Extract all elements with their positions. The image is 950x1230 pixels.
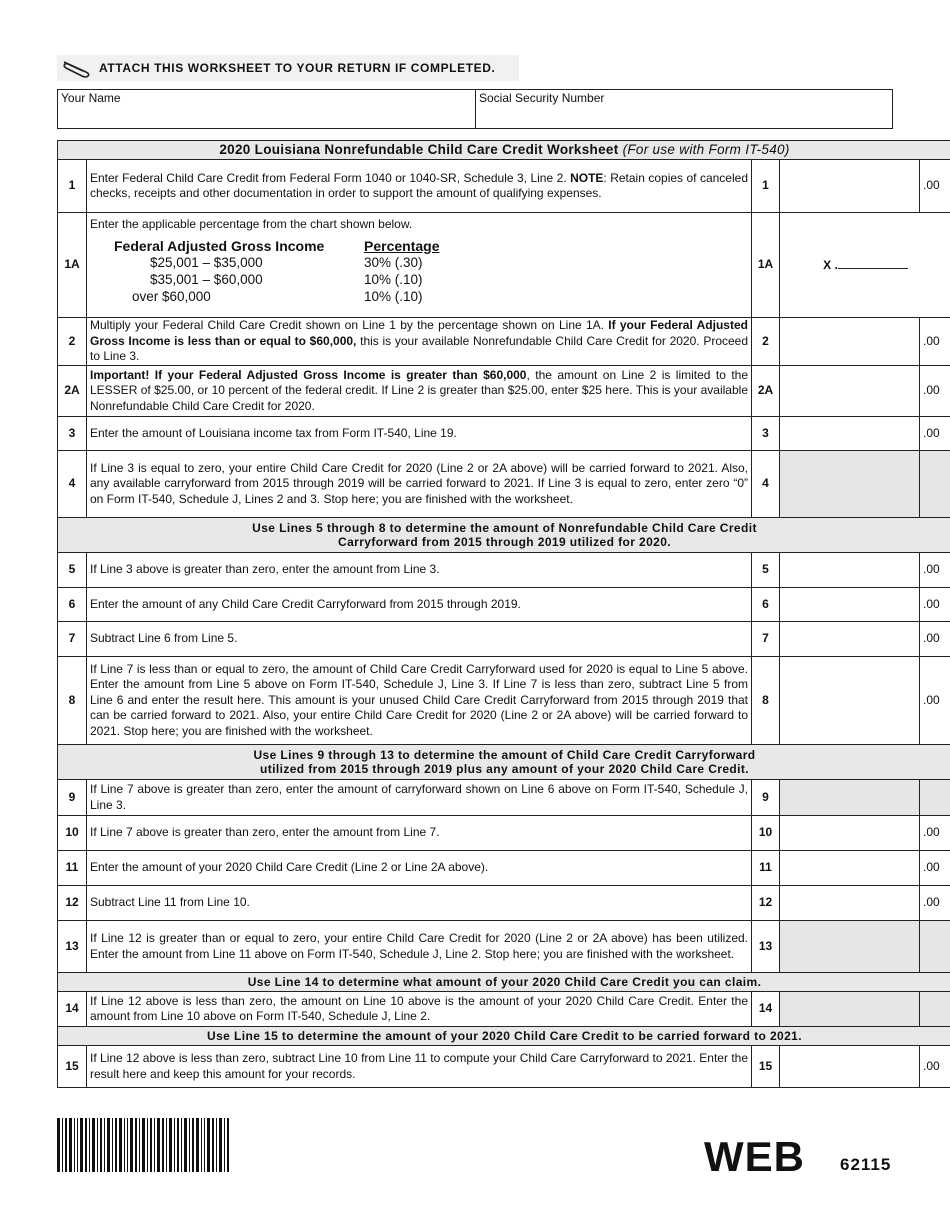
line-7-row [58, 622, 950, 657]
line-code: 5 [752, 553, 780, 588]
line-number: 9 [58, 780, 87, 816]
line-4-text: If Line 3 is equal to zero, your entire Child Care Credit for 2020 (Line 2 or 2A above) will be carried forward to 2021. Also, any available carryforward from 2015 through 2019 will be carried forward to 2021. If Line 3 is equal to zero, enter zero “0” on Form IT-540, Schedule J, Lines 2 and 3. Stop here; you are finished with the worksheet. [87, 451, 752, 518]
worksheet-title-sub: (For use with Form IT-540) [622, 142, 790, 158]
cents: .00 [920, 622, 950, 657]
line-number: 10 [58, 816, 87, 851]
line-10-text: If Line 7 above is greater than zero, enter the amount from Line 7. [87, 816, 752, 851]
line-number: 3 [58, 417, 87, 451]
line-3-text: Enter the amount of Louisiana income tax from Form IT-540, Line 19. [87, 417, 752, 451]
line-code: 8 [752, 657, 780, 745]
percentage-chart [114, 239, 748, 306]
barcode-icon [57, 1118, 229, 1172]
line-15-text: If Line 12 above is less than zero, subtract Line 10 from Line 11 to compute your Child Care Carryforward to 2021. Enter the result here and keep this amount for your records. [87, 1046, 752, 1088]
cents: .00 [920, 886, 950, 921]
line-code: 13 [752, 921, 780, 973]
chart-row: over $60,000 10% (.10) [132, 289, 423, 304]
cents: .00 [920, 851, 950, 886]
line-code: 15 [752, 1046, 780, 1088]
worksheet-title-main: 2020 Louisiana Nonrefundable Child Care Credit Worksheet [219, 142, 619, 158]
line-1a-percentage-input[interactable]: X . [780, 213, 950, 318]
line-11-row [58, 851, 950, 886]
line-2-text: Multiply your Federal Child Care Credit shown on Line 1 by the percentage shown on Line 1A. If your Federal Adjusted Gross Income is less than or equal to $60,000, this is your available Nonrefundable Child Care Credit for 2020. Proceed to Line 3. [87, 318, 752, 366]
your-name-field[interactable] [58, 90, 476, 128]
section-header-14: Use Line 14 to determine what amount of your 2020 Child Care Credit you can claim. [58, 973, 950, 992]
cents: .00 [920, 657, 950, 745]
line-number: 2A [58, 366, 87, 417]
line-1a-text: Enter the applicable percentage from the chart shown below. Federal Adjusted Gross Income Percentage $25,001 – $35,000 30% (.30) $35,001 – $60,000 10% (.10) over $60,000 10% (.10) [87, 213, 752, 318]
line-8-text: If Line 7 is less than or equal to zero, the amount of Child Care Credit Carryforward used for 2020 is equal to Line 5 above. Enter the amount from Line 5 above on Form IT-540, Schedule J, Line 3. If Line 7 is less than zero, subtract Line 5 from Line 6 and enter the result here. This amount is your unused Child Care Credit Carryforward from 2015 through 2019 that can be carried forward to 2021. Also, your entire Child Care Credit for 2020 (Line 2 or 2A above) will be carried forward to 2021. Stop here; you are finished with the worksheet. [87, 657, 752, 745]
line-7-amount[interactable] [780, 622, 920, 657]
line-1a-row [58, 213, 950, 318]
line-14-row [58, 992, 950, 1027]
line-code: 2 [752, 318, 780, 366]
cents: .00 [920, 417, 950, 451]
line-9-row [58, 780, 950, 816]
line-14-text: If Line 12 above is less than zero, the amount on Line 10 above is the amount of your 2020 Child Care Credit. Enter the amount from Line 10 above on Form IT-540, Schedule J, Line 2. [87, 992, 752, 1027]
line-number: 7 [58, 622, 87, 657]
line-code: 3 [752, 417, 780, 451]
line-12-text: Subtract Line 11 from Line 10. [87, 886, 752, 921]
line-1-row [58, 160, 950, 213]
line-number: 12 [58, 886, 87, 921]
line-2-row [58, 318, 950, 366]
line-6-text: Enter the amount of any Child Care Credit Carryforward from 2015 through 2019. [87, 588, 752, 622]
cents: .00 [920, 160, 950, 213]
cents: .00 [920, 588, 950, 622]
line-code: 1A [752, 213, 780, 318]
cents: .00 [920, 318, 950, 366]
line-code: 10 [752, 816, 780, 851]
line-5-amount[interactable] [780, 553, 920, 588]
section-header-5-8: Use Lines 5 through 8 to determine the amount of Nonrefundable Child Care Credit Carryforward from 2015 through 2019 utilized for 2020. [58, 518, 950, 553]
line-code: 14 [752, 992, 780, 1027]
line-9-text: If Line 7 above is greater than zero, enter the amount of carryforward shown on Line 6 above on Form IT-540, Schedule J, Line 3. [87, 780, 752, 816]
line-3-amount[interactable] [780, 417, 920, 451]
line-13-shaded [780, 921, 920, 973]
chart-row: $35,001 – $60,000 10% (.10) [150, 272, 423, 287]
line-number: 4 [58, 451, 87, 518]
line-code: 2A [752, 366, 780, 417]
line-number: 11 [58, 851, 87, 886]
line-number: 1A [58, 213, 87, 318]
worksheet-title [58, 141, 950, 160]
line-6-amount[interactable] [780, 588, 920, 622]
ssn-field[interactable] [476, 90, 607, 128]
line-1-text: Enter Federal Child Care Credit from Federal Form 1040 or 1040-SR, Schedule 3, Line 2. NOTE: Retain copies of canceled checks, receipts and other documentation in order to support the amount of qualifying expenses. [87, 160, 752, 213]
line-9-shaded [780, 780, 920, 816]
ssn-label: Social Security Number [479, 91, 605, 105]
line-13-text: If Line 12 is greater than or equal to zero, your entire Child Care Credit for 2020 (Line 2 or 2A above) has been utilized. Enter the amount from Line 11 above on Form IT-540, Schedule J, Line 2. Stop here; you are finished with the worksheet. [87, 921, 752, 973]
line-code: 7 [752, 622, 780, 657]
attach-notice-text: ATTACH THIS WORKSHEET TO YOUR RETURN IF COMPLETED. [99, 61, 496, 75]
cents: .00 [920, 553, 950, 588]
web-label: WEB [704, 1133, 805, 1180]
line-10-amount[interactable] [780, 816, 920, 851]
line-11-amount[interactable] [780, 851, 920, 886]
chart-row: $25,001 – $35,000 30% (.30) [150, 255, 423, 270]
taxpayer-info [57, 89, 893, 129]
cents: .00 [920, 816, 950, 851]
cents: .00 [920, 1046, 950, 1088]
line-number: 13 [58, 921, 87, 973]
line-number: 15 [58, 1046, 87, 1088]
line-6-row [58, 588, 950, 622]
line-11-text: Enter the amount of your 2020 Child Care Credit (Line 2 or Line 2A above). [87, 851, 752, 886]
line-number: 1 [58, 160, 87, 213]
line-3-row [58, 417, 950, 451]
line-4-row [58, 451, 950, 518]
line-8-row [58, 657, 950, 745]
line-14-shaded [780, 992, 920, 1027]
line-number: 2 [58, 318, 87, 366]
line-12-row [58, 886, 950, 921]
line-code: 12 [752, 886, 780, 921]
line-number: 8 [58, 657, 87, 745]
line-15-row [58, 1046, 950, 1088]
line-12-amount[interactable] [780, 886, 920, 921]
section-header-15: Use Line 15 to determine the amount of your 2020 Child Care Credit to be carried forward to 2021. [58, 1027, 950, 1046]
line-code: 9 [752, 780, 780, 816]
line-15-amount[interactable] [780, 1046, 920, 1088]
line-2a-text: Important! If your Federal Adjusted Gross Income is greater than $60,000, the amount on Line 2 is limited to the LESSER of $25.00, or 10 percent of the federal credit. If Line 2 is greater than $25.00, enter $25 here. This is your available Nonrefundable Child Care Credit for 2020. [87, 366, 752, 417]
line-number: 5 [58, 553, 87, 588]
line-13-row [58, 921, 950, 973]
section-header-9-13: Use Lines 9 through 13 to determine the amount of Child Care Credit Carryforward utilized from 2015 through 2019 plus any amount of your 2020 Child Care Credit. [58, 745, 950, 780]
line-code: 4 [752, 451, 780, 518]
worksheet-table [57, 140, 950, 1088]
attach-notice [57, 55, 519, 81]
line-number: 6 [58, 588, 87, 622]
percentage-header: Percentage [364, 237, 440, 254]
cents: .00 [920, 366, 950, 417]
paperclip-icon [61, 58, 91, 78]
line-1-amount[interactable] [780, 160, 920, 213]
line-5-row [58, 553, 950, 588]
line-code: 6 [752, 588, 780, 622]
line-number: 14 [58, 992, 87, 1027]
line-7-text: Subtract Line 6 from Line 5. [87, 622, 752, 657]
line-2-amount[interactable] [780, 318, 920, 366]
form-number: 62115 [840, 1155, 892, 1174]
line-code: 1 [752, 160, 780, 213]
line-10-row [58, 816, 950, 851]
line-2a-row [58, 366, 950, 417]
line-code: 11 [752, 851, 780, 886]
line-5-text: If Line 3 above is greater than zero, enter the amount from Line 3. [87, 553, 752, 588]
your-name-label: Your Name [61, 91, 121, 105]
line-4-shaded [780, 451, 920, 518]
income-header: Federal Adjusted Gross Income [114, 237, 325, 254]
line-8-amount[interactable] [780, 657, 920, 745]
line-2a-amount[interactable] [780, 366, 920, 417]
